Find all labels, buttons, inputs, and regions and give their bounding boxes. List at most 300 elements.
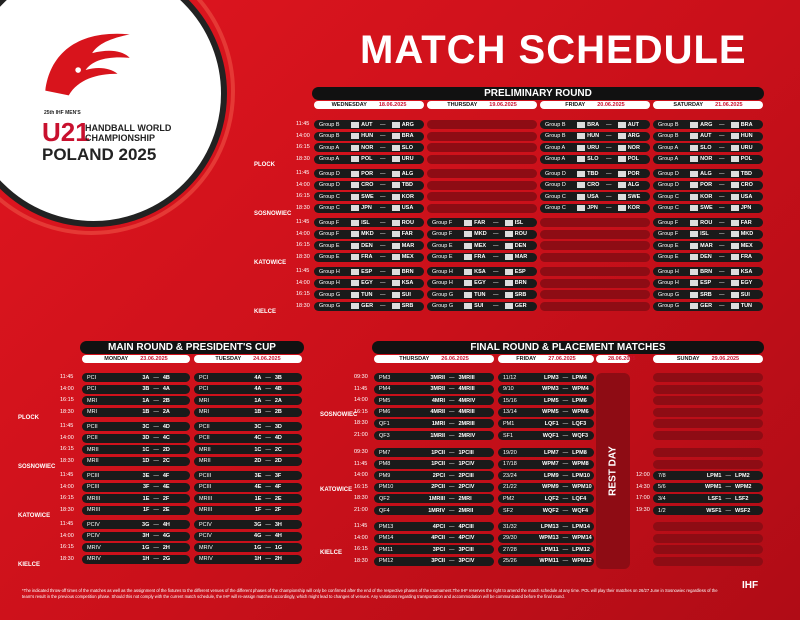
match-group: MRI xyxy=(87,397,98,404)
flag-icon xyxy=(690,205,698,211)
team-away: 2H xyxy=(162,544,170,551)
match-group: PM1 xyxy=(503,420,515,427)
match-time: 11:45 xyxy=(354,460,368,467)
team-home: LQF2 xyxy=(544,495,559,502)
match-group: Group C xyxy=(545,193,566,200)
flag-icon xyxy=(464,220,472,226)
flag-icon xyxy=(577,145,585,151)
empty-slot xyxy=(653,396,763,405)
team-home: 1MRI xyxy=(431,420,445,427)
match-row xyxy=(540,290,650,299)
team-away: 2B xyxy=(162,397,170,404)
team-away: POR xyxy=(627,170,640,177)
team-away: ISL xyxy=(514,219,524,226)
match-row xyxy=(498,494,594,503)
team-home: 1PCII xyxy=(431,461,445,468)
team-away: 3MRIII xyxy=(458,374,475,381)
match-time: 11:45 xyxy=(354,523,368,529)
team-home: POR xyxy=(361,170,374,177)
flag-icon xyxy=(351,280,359,286)
match-group: PM6 xyxy=(379,409,391,416)
team-away: 2H xyxy=(274,556,282,563)
match-row xyxy=(540,267,650,276)
vs-dash: — xyxy=(493,280,499,287)
match-row xyxy=(314,181,424,190)
vs-dash: — xyxy=(265,386,271,393)
match-group: MRI xyxy=(199,397,210,404)
vs-dash: — xyxy=(606,205,612,212)
team-home: EGY xyxy=(361,280,373,287)
match-time: 11:45 xyxy=(60,423,74,429)
match-group: Group H xyxy=(432,280,453,287)
match-group: Group H xyxy=(658,268,679,275)
match-row xyxy=(653,120,763,129)
vs-dash: — xyxy=(449,507,455,514)
vs-dash: — xyxy=(493,303,499,310)
team-home: WPM13 xyxy=(539,535,559,542)
match-row xyxy=(498,431,594,440)
match-row xyxy=(374,419,494,428)
match-time: 14:00 xyxy=(296,132,310,139)
match-row xyxy=(653,230,763,239)
team-away: 2PCIII xyxy=(458,472,474,479)
match-group: PM11 xyxy=(379,546,393,553)
flag-icon xyxy=(351,133,359,139)
team-away: URU xyxy=(401,156,414,163)
team-away: KOR xyxy=(401,193,414,200)
match-row xyxy=(498,522,594,531)
team-away: LPM10 xyxy=(572,472,590,479)
match-group: Group C xyxy=(545,205,566,212)
match-time: 16:15 xyxy=(296,291,310,298)
flag-icon xyxy=(731,303,739,309)
match-group: Group G xyxy=(319,303,341,310)
venue-kielce: KIELCE xyxy=(320,549,343,556)
team-home: AUT xyxy=(361,121,373,128)
vs-dash: — xyxy=(380,170,386,177)
ihf-logo: IHF xyxy=(742,580,759,591)
match-group: MRI xyxy=(87,409,98,416)
flag-icon xyxy=(351,122,359,128)
team-away: 3B xyxy=(274,374,282,381)
team-home: 3E xyxy=(254,472,262,479)
vs-dash: — xyxy=(449,409,455,416)
team-home: TUN xyxy=(474,291,486,298)
match-row xyxy=(427,192,537,201)
flag-icon xyxy=(392,231,400,237)
match-group: Group H xyxy=(319,280,340,287)
match-group: 27/28 xyxy=(503,546,517,553)
vs-dash: — xyxy=(719,193,725,200)
match-row xyxy=(540,169,650,178)
match-row xyxy=(374,448,494,457)
match-row xyxy=(314,192,424,201)
match-time: 18:30 xyxy=(354,495,368,502)
vs-dash: — xyxy=(449,495,455,502)
team-away: ROU xyxy=(401,219,414,226)
match-group: PCII xyxy=(199,423,210,430)
match-row xyxy=(82,385,190,394)
vs-dash: — xyxy=(449,523,455,530)
match-row xyxy=(374,557,494,566)
flag-icon xyxy=(690,145,698,151)
vs-dash: — xyxy=(562,484,569,491)
flag-icon xyxy=(577,205,585,211)
match-row xyxy=(314,132,424,141)
team-away: TUN xyxy=(740,303,753,310)
match-time: 21:00 xyxy=(354,432,368,438)
vs-dash: — xyxy=(380,205,386,212)
team-away: BRN xyxy=(401,268,414,275)
logo-line2: CHAMPIONSHIP xyxy=(85,133,156,143)
day-header xyxy=(427,101,537,109)
flag-icon xyxy=(351,254,359,260)
team-away: TBD xyxy=(740,170,753,177)
match-group: PCIV xyxy=(87,521,100,528)
match-group: 23/24 xyxy=(503,472,517,479)
team-away: 4F xyxy=(162,472,170,479)
team-away: LPM4 xyxy=(572,374,587,381)
match-row xyxy=(314,169,424,178)
vs-dash: — xyxy=(380,303,386,310)
match-group: PCIII xyxy=(87,484,100,491)
match-row xyxy=(194,434,302,443)
vs-dash: — xyxy=(493,219,499,226)
venue-katowice: KATOWICE xyxy=(320,487,353,494)
team-away: 1G xyxy=(274,544,283,551)
vs-dash: — xyxy=(562,507,569,514)
vs-dash: — xyxy=(562,523,569,530)
vs-dash: — xyxy=(153,544,159,551)
match-row xyxy=(653,155,763,164)
team-home: 4PCI xyxy=(432,523,445,530)
venue-sosnowiec: SOSNOWIEC xyxy=(320,412,358,419)
flag-icon xyxy=(464,231,472,237)
match-group: PCIII xyxy=(87,472,100,479)
match-group: Group A xyxy=(658,144,679,151)
team-away: 4PCIV xyxy=(458,535,475,542)
venue-katowice: KATOWICE xyxy=(18,512,51,519)
vs-dash: — xyxy=(265,533,271,540)
flag-icon xyxy=(392,133,400,139)
vs-dash: — xyxy=(153,533,159,540)
day-name: MONDAY xyxy=(104,356,129,362)
flag-icon xyxy=(351,194,359,200)
rest-day-label: REST DAY xyxy=(607,446,619,496)
match-group: Group A xyxy=(545,144,566,151)
team-home: 3H xyxy=(142,533,150,540)
match-row xyxy=(82,445,190,454)
vs-dash: — xyxy=(449,420,455,427)
vs-dash: — xyxy=(265,374,271,381)
flag-icon xyxy=(618,156,626,162)
match-group: 1/2 xyxy=(658,507,666,514)
flag-icon xyxy=(392,182,400,188)
team-away: DEN xyxy=(514,242,527,249)
team-home: 1C xyxy=(254,446,262,453)
vs-dash: — xyxy=(449,386,455,393)
vs-dash: — xyxy=(380,242,386,249)
match-row xyxy=(653,253,763,262)
match-group: MRII xyxy=(87,458,99,465)
match-group: PCI xyxy=(87,374,97,381)
match-group: Group F xyxy=(319,219,340,226)
team-away: CRO xyxy=(740,182,753,189)
match-time: 14:00 xyxy=(296,279,310,286)
match-row xyxy=(427,218,537,227)
day-date: 27.06.2025 xyxy=(548,356,576,362)
match-group: Group G xyxy=(432,291,454,298)
vs-dash: — xyxy=(606,156,612,163)
match-row xyxy=(540,143,650,152)
team-home: ESP xyxy=(361,268,373,275)
flag-icon xyxy=(505,220,513,226)
flag-icon xyxy=(464,292,472,298)
vs-dash: — xyxy=(153,484,159,491)
team-home: ESP xyxy=(700,280,712,287)
day-date: 26.06.2025 xyxy=(441,356,469,362)
match-time: 14:00 xyxy=(60,483,74,490)
match-group: QF2 xyxy=(379,495,390,502)
vs-dash: — xyxy=(265,409,271,416)
match-row xyxy=(194,532,302,541)
flag-icon xyxy=(690,292,698,298)
team-away: FAR xyxy=(740,219,752,226)
vs-dash: — xyxy=(562,558,569,565)
vs-dash: — xyxy=(153,495,159,502)
vs-dash: — xyxy=(153,458,159,465)
match-row xyxy=(82,434,190,443)
match-row xyxy=(498,483,594,492)
team-home: ARG xyxy=(700,121,713,128)
match-group: 3/4 xyxy=(658,495,666,502)
match-row xyxy=(194,543,302,552)
team-away: KSA xyxy=(401,280,414,287)
team-away: NOR xyxy=(627,144,640,151)
team-away: URU xyxy=(740,144,753,151)
match-group: Group B xyxy=(545,133,566,140)
team-home: WQF1 xyxy=(542,432,559,439)
team-away: 4F xyxy=(274,484,282,491)
match-row xyxy=(427,253,537,262)
match-group: Group D xyxy=(319,170,340,177)
flag-icon xyxy=(351,205,359,211)
vs-dash: — xyxy=(380,231,386,238)
team-away: LPM12 xyxy=(572,546,590,553)
match-group: MRII xyxy=(199,458,211,465)
team-away: SLO xyxy=(401,144,414,151)
match-group: Group C xyxy=(658,205,679,212)
match-row xyxy=(540,132,650,141)
team-home: JPN xyxy=(361,205,372,212)
vs-dash: — xyxy=(562,397,569,404)
vs-dash: — xyxy=(562,546,569,553)
match-time: 11:45 xyxy=(296,219,310,225)
flag-icon xyxy=(731,220,739,226)
flag-icon xyxy=(577,171,585,177)
match-row xyxy=(498,448,594,457)
day-name: TUESDAY xyxy=(215,356,242,362)
vs-dash: — xyxy=(153,374,159,381)
match-time: 09:30 xyxy=(354,449,368,455)
day-name: FRIDAY xyxy=(565,102,586,108)
team-away: 2G xyxy=(162,556,171,563)
match-group: PCIV xyxy=(199,533,212,540)
match-group: 5/6 xyxy=(658,484,666,491)
vs-dash: — xyxy=(493,231,499,238)
flag-icon xyxy=(690,220,698,226)
flag-icon xyxy=(505,292,513,298)
team-home: 3PCII xyxy=(431,558,445,565)
team-home: HUN xyxy=(361,133,374,140)
vs-dash: — xyxy=(153,423,159,430)
flag-icon xyxy=(618,194,626,200)
team-home: WPM3 xyxy=(542,386,559,393)
match-time: 14:00 xyxy=(354,397,368,404)
match-group: Group G xyxy=(319,291,341,298)
empty-slot xyxy=(653,385,763,394)
flag-icon xyxy=(731,231,739,237)
vs-dash: — xyxy=(153,556,159,563)
team-home: 1PCII xyxy=(431,449,445,456)
vs-dash: — xyxy=(153,521,159,528)
match-row xyxy=(498,396,594,405)
match-row xyxy=(653,241,763,250)
team-away: 2A xyxy=(274,397,282,404)
match-group: MRII xyxy=(87,446,99,453)
vs-dash: — xyxy=(725,495,731,502)
match-row xyxy=(374,396,494,405)
team-home: LPM1 xyxy=(706,472,722,479)
match-time: 11:45 xyxy=(354,385,368,392)
vs-dash: — xyxy=(562,420,569,427)
flag-icon xyxy=(618,205,626,211)
vs-dash: — xyxy=(562,535,569,542)
vs-dash: — xyxy=(265,544,271,551)
team-away: LQF3 xyxy=(572,420,587,427)
match-row xyxy=(194,457,302,466)
vs-dash: — xyxy=(719,133,725,140)
empty-slot xyxy=(653,522,763,531)
team-home: 3G xyxy=(254,521,262,528)
match-row xyxy=(653,169,763,178)
match-time: 14:00 xyxy=(60,434,74,441)
team-away: WPM4 xyxy=(572,386,589,393)
day-date: 19.06.2025 xyxy=(489,102,517,108)
vs-dash: — xyxy=(153,446,159,453)
match-row xyxy=(540,204,650,213)
match-row xyxy=(374,408,494,417)
team-away: 3H xyxy=(274,521,282,528)
flag-icon xyxy=(464,303,472,309)
vs-dash: — xyxy=(380,254,386,261)
vs-dash: — xyxy=(265,446,271,453)
team-away: WPM8 xyxy=(572,461,589,468)
match-row xyxy=(653,494,763,503)
match-group: Group B xyxy=(319,133,340,140)
team-away: WPM6 xyxy=(572,409,589,416)
vs-dash: — xyxy=(380,291,386,298)
flag-icon xyxy=(731,182,739,188)
team-home: 1C xyxy=(142,446,150,453)
team-home: POR xyxy=(700,182,713,189)
flag-icon xyxy=(618,182,626,188)
team-away: WPM10 xyxy=(572,484,592,491)
flag-icon xyxy=(577,182,585,188)
vs-dash: — xyxy=(719,170,725,177)
day-date: 23.06.2025 xyxy=(140,356,168,362)
team-home: BRA xyxy=(587,121,600,128)
match-group: PM10 xyxy=(379,484,394,491)
match-time: 11:45 xyxy=(296,268,310,274)
team-away: MEX xyxy=(740,242,753,249)
team-home: FRA xyxy=(474,254,486,261)
vs-dash: — xyxy=(153,435,159,442)
match-row xyxy=(82,471,190,480)
team-away: 2A xyxy=(162,409,170,416)
match-row xyxy=(653,483,763,492)
day-header xyxy=(498,355,594,363)
team-away: 2PCIV xyxy=(458,484,475,491)
vs-dash: — xyxy=(153,507,159,514)
match-time: 16:15 xyxy=(60,446,74,453)
team-home: NOR xyxy=(700,156,713,163)
vs-dash: — xyxy=(153,472,159,479)
team-away: GER xyxy=(514,303,527,310)
team-home: FAR xyxy=(474,219,486,226)
team-home: TBD xyxy=(587,170,599,177)
match-group: MRIV xyxy=(199,544,213,551)
match-row xyxy=(540,253,650,262)
match-group: PCI xyxy=(87,386,97,393)
flag-icon xyxy=(505,231,513,237)
vs-dash: — xyxy=(493,254,499,261)
team-away: ARG xyxy=(401,121,414,128)
team-away: 1PCIII xyxy=(458,449,474,456)
match-row xyxy=(374,471,494,480)
team-home: 3C xyxy=(254,423,262,430)
vs-dash: — xyxy=(493,242,499,249)
section-final-heading: FINAL ROUND & PLACEMENT MATCHES xyxy=(372,341,764,354)
match-group: PCII xyxy=(87,423,98,430)
team-away: SUI xyxy=(740,291,750,298)
venue-plock: PLOCK xyxy=(18,414,39,421)
match-row xyxy=(194,408,302,417)
team-away: ALG xyxy=(401,170,414,177)
vs-dash: — xyxy=(265,495,271,502)
team-away: JPN xyxy=(740,205,752,212)
team-away: 2E xyxy=(162,507,170,514)
vs-dash: — xyxy=(606,182,612,189)
vs-dash: — xyxy=(606,144,612,151)
flag-icon xyxy=(351,243,359,249)
match-row xyxy=(540,120,650,129)
flag-icon xyxy=(690,194,698,200)
match-group: Group F xyxy=(658,219,679,226)
team-home: WQF2 xyxy=(542,507,559,514)
flag-icon xyxy=(731,156,739,162)
team-home: DEN xyxy=(361,242,373,249)
team-away: WSF2 xyxy=(734,507,751,514)
match-row xyxy=(653,218,763,227)
team-home: 4A xyxy=(254,386,262,393)
team-away: ESP xyxy=(514,268,526,275)
flag-icon xyxy=(731,280,739,286)
match-row xyxy=(194,385,302,394)
match-row xyxy=(82,396,190,405)
team-home: LPM7 xyxy=(543,449,559,456)
match-time: 18:30 xyxy=(354,557,368,564)
